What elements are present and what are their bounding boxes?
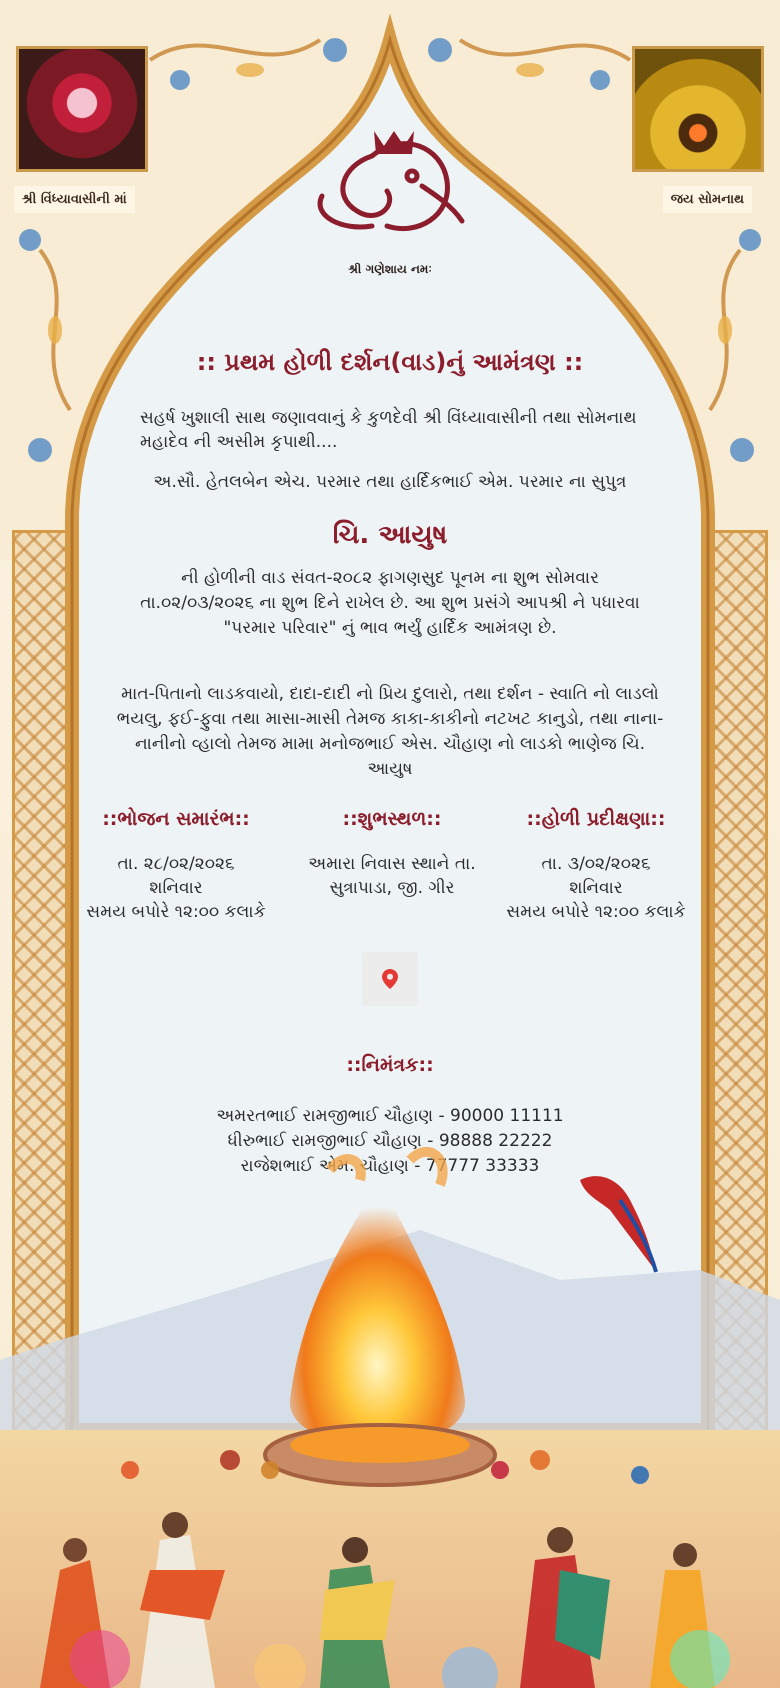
ganesh-icon <box>302 126 472 246</box>
event-heading: ::ભોજન સમારંભ:: <box>102 808 250 830</box>
event-line: તા. ૨૮/૦૨/૨૦૨૬ <box>117 854 235 874</box>
event-line: શનિવાર <box>569 878 623 898</box>
event-line: સમય બપોરે ૧૨:૦૦ કલાકે <box>506 902 686 922</box>
event-line: અમારા નિવાસ સ્થાને તા. <box>308 854 476 874</box>
event-heading: ::શુભસ્થળ:: <box>342 808 442 830</box>
event-line: તા. ૩/૦૨/૨૦૨૬ <box>541 854 651 874</box>
event-holi-pradakshina <box>486 808 706 924</box>
map-location-button[interactable] <box>362 952 418 1006</box>
event-line: શનિવાર <box>149 878 203 898</box>
inviter-line: ધીરુભાઈ રામજીભાઈ ચૌહાણ - 98888 22222 <box>227 1131 553 1151</box>
inviter-heading: ::નિમંત્રક:: <box>346 1054 434 1076</box>
ganesh-caption: શ્રી ગણેશાય નમઃ <box>348 262 432 276</box>
event-venue <box>282 808 502 900</box>
event-paragraph: ની હોળીની વાડ સંવત-૨૦૮૨ ફાગણસુદ પૂનમ ના શુભ સોમવાર તા.૦૨/૦૩/૨૦૨૬ ના શુભ દિને રાખેલ છે. આ શુભ પ્રસંગે આપશ્રી ને પધારવા "પરમાર પરિવાર" નું ભાવ ભર્યું હાર્દિક આમંત્રણ છે. <box>140 568 640 638</box>
family-paragraph: માત-પિતાનો લાડકવાયો, દાદા-દાદી નો પ્રિય દુલારો, તથા દર્શન - સ્વાતિ નો લાડલો ભયલુ, ફઈ-ફુવા તથા માસા-માસી તેમજ કાકા-કાકીનો નટખટ કાનુડો, તથા નાના-નાનીનો વ્હાલો તેમજ મામા મનોજભાઈ એસ. ચૌહાણ નો લાડકો ભાણેજ ચિ. આયુષ <box>116 684 664 779</box>
intro-paragraph: સહર્ષ ખુશાલી સાથ જણાવવાનું કે કુળદેવી શ્રી વિંધ્યાવાસીની તથા સોમનાથ મહાદેવ ની અસીમ કૃપાથી.... <box>140 408 637 452</box>
event-line: સુત્રાપાડા, જી. ગીર <box>329 878 455 898</box>
vindhyavasini-photo <box>16 46 148 172</box>
left-deity-label: શ્રી વિંધ્યાવાસીની માં <box>14 186 135 213</box>
parrot-icon <box>580 1176 656 1272</box>
event-heading: ::હોળી પ્રદીક્ષણા:: <box>526 808 666 830</box>
event-bhojan <box>66 808 286 924</box>
holi-bonfire-illustration <box>0 1140 780 1688</box>
inviter-line: રાજેશભાઈ એમ. ચૌહાણ - 77777 33333 <box>240 1156 540 1176</box>
invitation-title: :: પ્રથમ હોળી દર્શન(વાડ)નું આમંત્રણ :: <box>196 348 584 376</box>
inviter-line: અમરતભાઈ રામજીભાઈ ચૌહાણ - 90000 11111 <box>216 1106 564 1126</box>
event-line: સમય બપોરે ૧૨:૦૦ કલાકે <box>86 902 266 922</box>
right-deity-label: જય સોમનાથ <box>663 186 752 213</box>
child-name: ચિ. આયુષ <box>332 520 448 550</box>
parents-line: અ.સૌ. હેતલબેન એચ. પરમાર તથા હાર્દિકભાઈ એમ. પરમાર ના સુપુત્ર <box>153 472 627 492</box>
location-pin-icon <box>382 969 398 989</box>
somnath-photo <box>632 46 764 172</box>
